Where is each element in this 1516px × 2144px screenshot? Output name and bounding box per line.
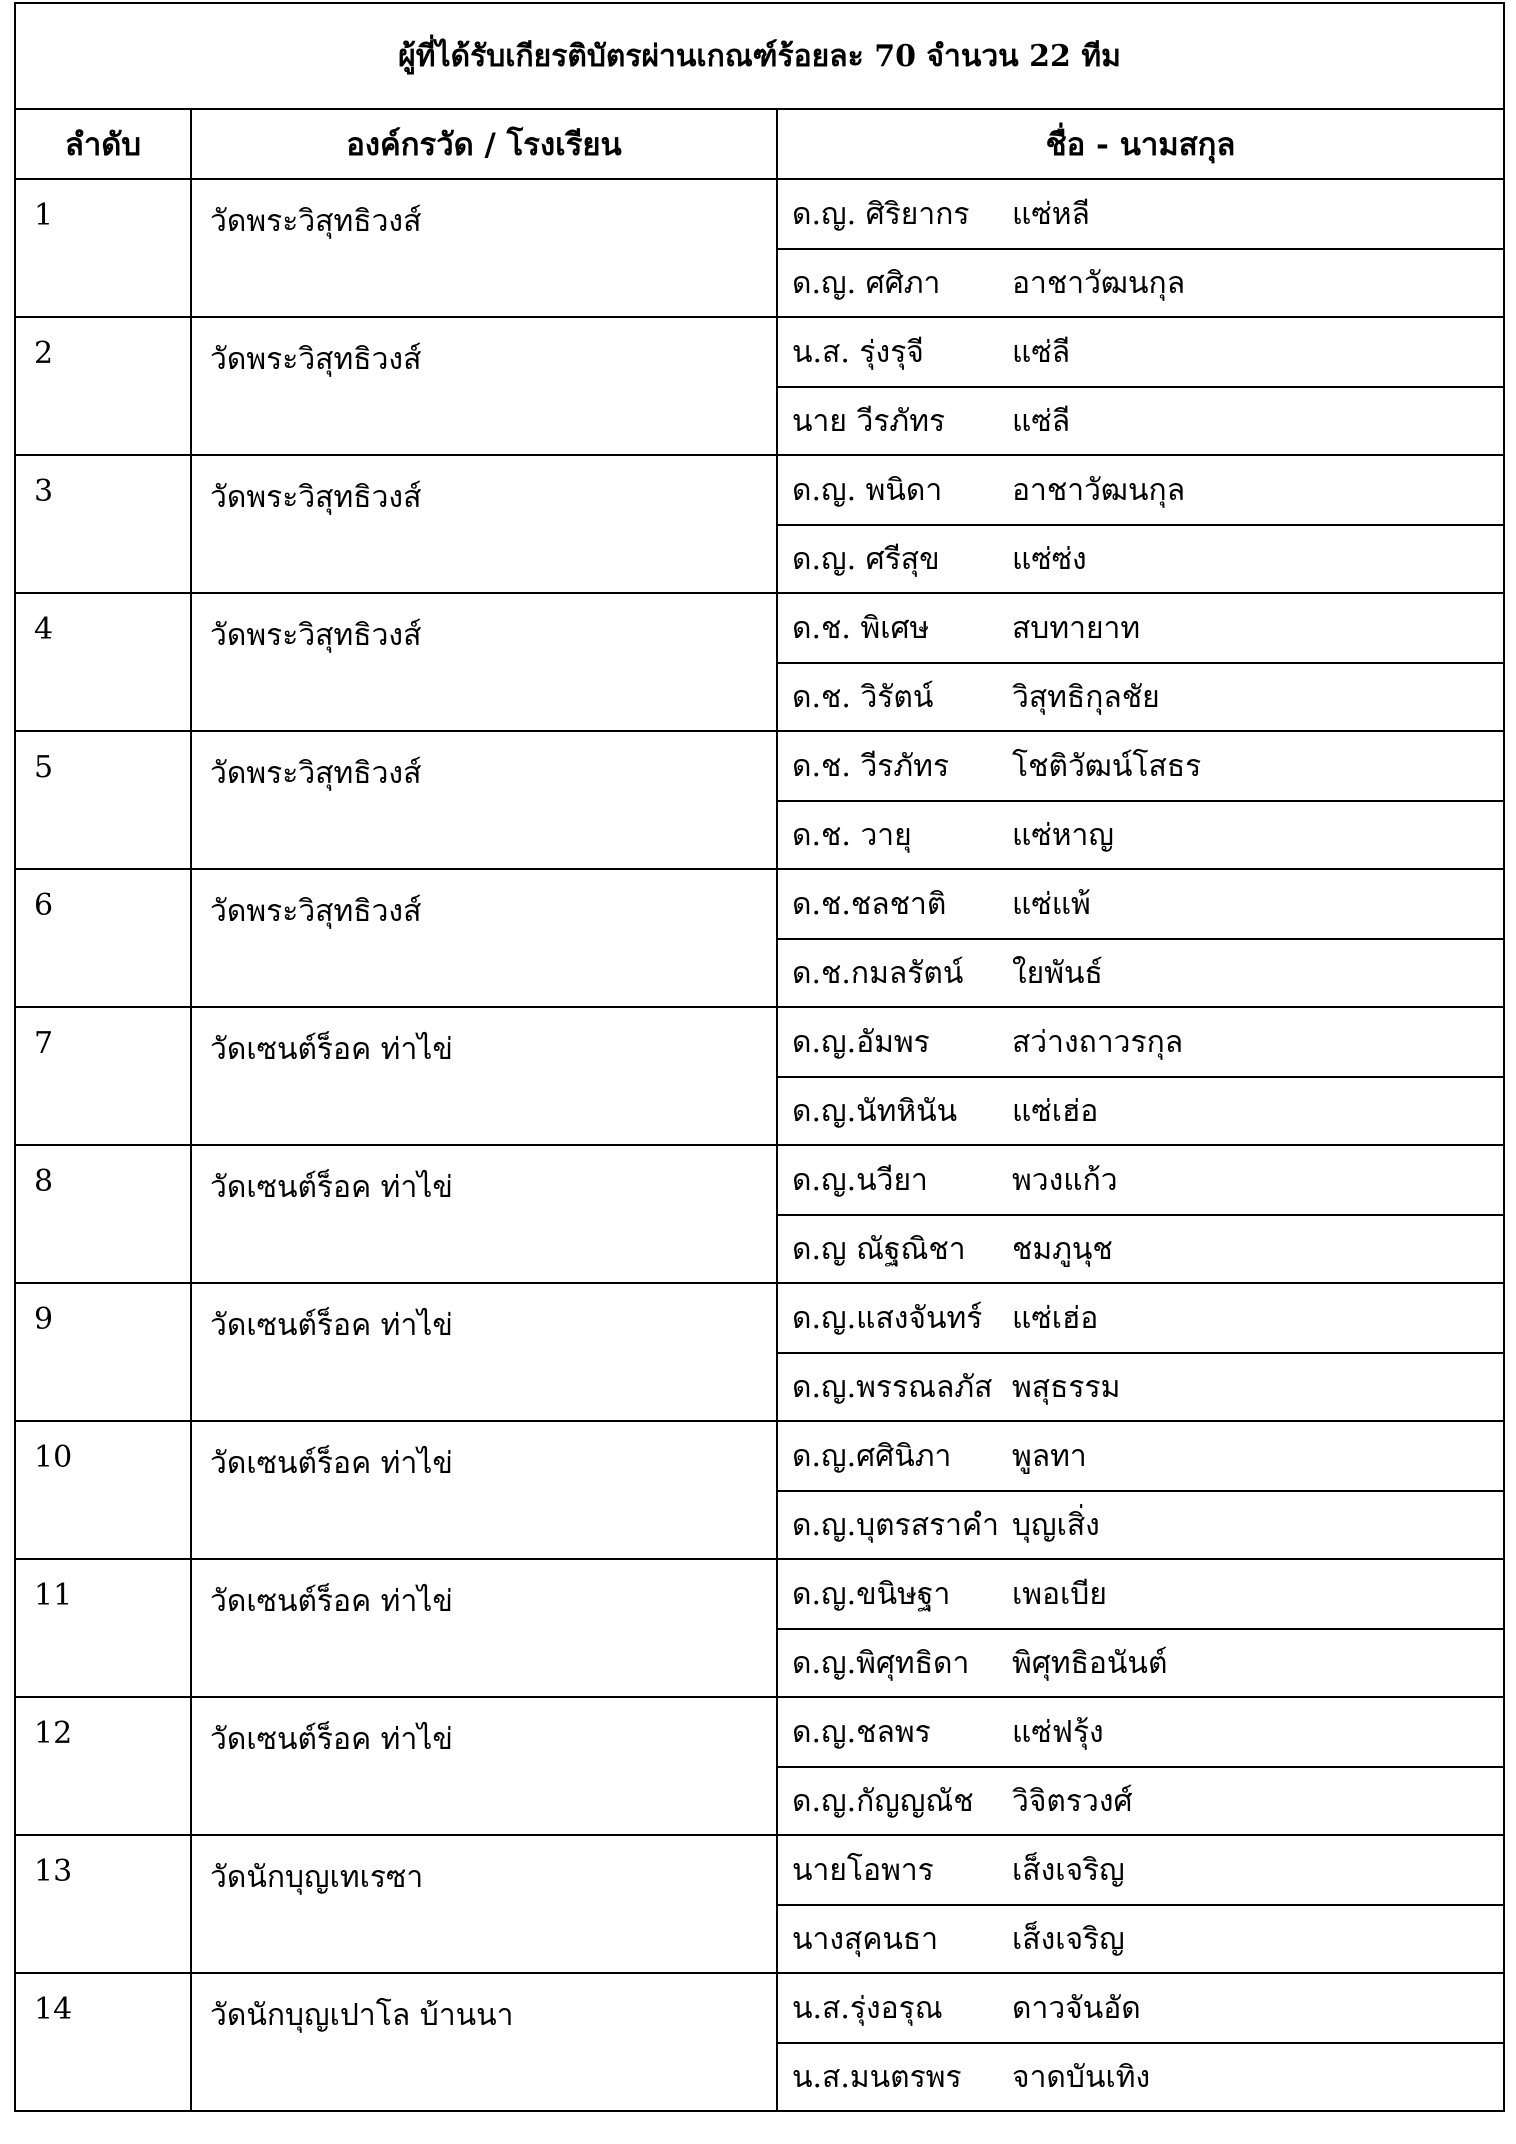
recipient-line <box>778 1904 1503 1972</box>
row-number: 8 <box>15 1145 191 1283</box>
recipient-line <box>778 870 1503 938</box>
recipient-line <box>778 1836 1503 1904</box>
recipient-first-name: ด.ญ.พรรณลภัส <box>792 1369 993 1405</box>
recipient-line <box>778 456 1503 524</box>
recipient-line <box>778 1146 1503 1214</box>
table-row <box>15 1835 1504 1973</box>
org-name: วัดเซนต์ร็อค ท่าไข่ <box>191 1421 777 1559</box>
table-row <box>15 1697 1504 1835</box>
table-row <box>15 593 1504 731</box>
recipient-first-name: ด.ช. วีรภัทร <box>792 748 950 784</box>
recipient-last-name: พวงแก้ว <box>1012 1162 1118 1198</box>
recipient-first-name: นางสุคนธา <box>792 1921 939 1957</box>
org-name: วัดพระวิสุทธิวงส์ <box>191 869 777 1007</box>
row-number: 7 <box>15 1007 191 1145</box>
recipient-last-name: วิจิตรวงศ์ <box>1012 1783 1133 1819</box>
table-row <box>15 317 1504 455</box>
recipient-first-name: ด.ญ.นวียา <box>792 1162 928 1198</box>
names-cell <box>777 1559 1504 1697</box>
names-cell <box>777 1145 1504 1283</box>
recipient-last-name: อาชาวัฒนกุล <box>1012 265 1186 301</box>
names-cell <box>777 593 1504 731</box>
row-number: 10 <box>15 1421 191 1559</box>
names-cell <box>777 455 1504 593</box>
names-cell <box>777 317 1504 455</box>
recipient-last-name: บุญเสิ่ง <box>1012 1507 1100 1543</box>
recipient-line <box>778 1628 1503 1696</box>
recipient-line <box>778 1076 1503 1144</box>
org-name: วัดเซนต์ร็อค ท่าไข่ <box>191 1697 777 1835</box>
recipient-last-name: เพอเบีย <box>1012 1576 1107 1612</box>
recipient-line <box>778 1284 1503 1352</box>
recipient-last-name: พูลทา <box>1012 1438 1087 1474</box>
recipient-first-name: ด.ญ.อัมพร <box>792 1024 930 1060</box>
recipients-table <box>14 2 1505 2112</box>
org-name: วัดเซนต์ร็อค ท่าไข่ <box>191 1145 777 1283</box>
names-cell <box>777 1283 1504 1421</box>
recipient-last-name: พิศุทธิอนันต์ <box>1012 1645 1168 1681</box>
table-row <box>15 1145 1504 1283</box>
table-title: ผู้ที่ได้รับเกียรติบัตรผ่านเกณฑ์ร้อยละ 70 จำนวน 22 ทีม <box>15 3 1504 109</box>
recipient-last-name: จาดบันเทิง <box>1012 2059 1151 2095</box>
recipient-last-name: แซ่เฮ่อ <box>1012 1093 1099 1129</box>
recipient-line <box>778 1974 1503 2042</box>
org-name: วัดพระวิสุทธิวงส์ <box>191 593 777 731</box>
recipient-line <box>778 732 1503 800</box>
org-name: วัดพระวิสุทธิวงส์ <box>191 731 777 869</box>
recipient-line <box>778 1422 1503 1490</box>
recipient-last-name: ชมภูนุช <box>1012 1231 1113 1267</box>
recipient-line <box>778 2042 1503 2110</box>
recipient-last-name: แซ่แพ้ <box>1012 886 1091 922</box>
recipient-first-name: ด.ญ.นัทหินัน <box>792 1093 958 1129</box>
recipient-line <box>778 248 1503 316</box>
table-row <box>15 731 1504 869</box>
org-name: วัดเซนต์ร็อค ท่าไข่ <box>191 1283 777 1421</box>
names-cell <box>777 1421 1504 1559</box>
recipient-last-name: พสุธรรม <box>1012 1369 1121 1405</box>
recipient-first-name: ด.ญ. ศิริยากร <box>792 196 970 232</box>
table-row <box>15 455 1504 593</box>
org-name: วัดนักบุญเทเรซา <box>191 1835 777 1973</box>
certificate-table-sheet <box>14 2 1503 2112</box>
recipient-line <box>778 1490 1503 1558</box>
row-number: 6 <box>15 869 191 1007</box>
names-cell <box>777 179 1504 317</box>
org-name: วัดเซนต์ร็อค ท่าไข่ <box>191 1559 777 1697</box>
row-number: 2 <box>15 317 191 455</box>
table-row <box>15 1559 1504 1697</box>
recipient-last-name: อาชาวัฒนกุล <box>1012 472 1186 508</box>
org-name: วัดพระวิสุทธิวงส์ <box>191 455 777 593</box>
recipient-last-name: ใยพันธ์ <box>1012 955 1103 991</box>
recipient-first-name: น.ส.มนตรพร <box>792 2059 962 2095</box>
recipient-first-name: ด.ช. วิรัตน์ <box>792 679 934 715</box>
row-number: 5 <box>15 731 191 869</box>
table-row <box>15 179 1504 317</box>
header-row <box>15 109 1504 179</box>
names-cell <box>777 731 1504 869</box>
recipient-first-name: ด.ญ.บุตรสราคำ <box>792 1507 999 1543</box>
recipient-last-name: โชติวัฒน์โสธร <box>1012 748 1202 784</box>
row-number: 3 <box>15 455 191 593</box>
table-row <box>15 1421 1504 1559</box>
table-row <box>15 1973 1504 2111</box>
names-cell <box>777 1835 1504 1973</box>
recipient-first-name: นายโอพาร <box>792 1852 934 1888</box>
recipient-last-name: แซ่หาญ <box>1012 817 1114 853</box>
column-header-name: ชื่อ - นามสกุล <box>777 109 1504 179</box>
names-cell <box>777 869 1504 1007</box>
recipient-last-name: แซ่ลี <box>1012 334 1071 370</box>
recipient-last-name: เส็งเจริญ <box>1012 1852 1125 1888</box>
recipient-line <box>778 1214 1503 1282</box>
recipient-first-name: ด.ช. วายุ <box>792 817 912 853</box>
recipient-first-name: ด.ญ.ชลพร <box>792 1714 931 1750</box>
row-number: 4 <box>15 593 191 731</box>
names-cell <box>777 1697 1504 1835</box>
recipient-last-name: แซ่ฟรุ้ง <box>1012 1714 1104 1750</box>
title-row <box>15 3 1504 109</box>
recipient-line <box>778 1560 1503 1628</box>
recipient-first-name: ด.ช. พิเศษ <box>792 610 930 646</box>
recipient-first-name: นาย วีรภัทร <box>792 403 946 439</box>
recipient-line <box>778 386 1503 454</box>
recipient-line <box>778 1352 1503 1420</box>
recipient-first-name: ด.ญ.แสงจันทร์ <box>792 1300 983 1336</box>
recipient-line <box>778 1008 1503 1076</box>
row-number: 9 <box>15 1283 191 1421</box>
recipient-first-name: ด.ญ. ศศิภา <box>792 265 941 301</box>
recipient-first-name: ด.ช.ชลชาติ <box>792 886 947 922</box>
names-cell <box>777 1973 1504 2111</box>
recipient-last-name: สว่างถาวรกุล <box>1012 1024 1184 1060</box>
recipient-line <box>778 594 1503 662</box>
recipient-first-name: น.ส. รุ่งรุจี <box>792 334 924 370</box>
table-row <box>15 869 1504 1007</box>
org-name: วัดนักบุญเปาโล บ้านนา <box>191 1973 777 2111</box>
recipient-line <box>778 180 1503 248</box>
org-name: วัดเซนต์ร็อค ท่าไข่ <box>191 1007 777 1145</box>
table-row <box>15 1283 1504 1421</box>
column-header-order: ลำดับ <box>15 109 191 179</box>
recipient-line <box>778 800 1503 868</box>
recipient-line <box>778 662 1503 730</box>
recipient-last-name: แซ่ลี <box>1012 403 1071 439</box>
recipient-first-name: ด.ญ. ศรีสุข <box>792 541 940 577</box>
recipient-last-name: แซ่ซ่ง <box>1012 541 1087 577</box>
column-header-org: องค์กรวัด / โรงเรียน <box>191 109 777 179</box>
recipient-line <box>778 938 1503 1006</box>
recipient-last-name: ดาวจันอัด <box>1012 1990 1141 2026</box>
recipient-line <box>778 524 1503 592</box>
recipient-first-name: ด.ญ.กัญญณัช <box>792 1783 974 1819</box>
org-name: วัดพระวิสุทธิวงส์ <box>191 317 777 455</box>
row-number: 1 <box>15 179 191 317</box>
row-number: 13 <box>15 1835 191 1973</box>
recipient-last-name: เส็งเจริญ <box>1012 1921 1125 1957</box>
recipient-line <box>778 318 1503 386</box>
recipient-first-name: ด.ญ.พิศุทธิดา <box>792 1645 970 1681</box>
recipient-first-name: ด.ญ ณัฐณิชา <box>792 1231 966 1267</box>
recipient-first-name: ด.ช.กมลรัตน์ <box>792 955 964 991</box>
recipient-first-name: ด.ญ. พนิดา <box>792 472 943 508</box>
recipient-first-name: น.ส.รุ่งอรุณ <box>792 1990 943 2026</box>
recipient-last-name: แซ่หลี <box>1012 196 1090 232</box>
recipient-last-name: สบทายาท <box>1012 610 1141 646</box>
row-number: 12 <box>15 1697 191 1835</box>
names-cell <box>777 1007 1504 1145</box>
recipient-first-name: ด.ญ.ศศินิภา <box>792 1438 952 1474</box>
recipient-line <box>778 1698 1503 1766</box>
recipient-line <box>778 1766 1503 1834</box>
recipient-first-name: ด.ญ.ขนิษฐา <box>792 1576 951 1612</box>
row-number: 11 <box>15 1559 191 1697</box>
recipient-last-name: แซ่เฮ่อ <box>1012 1300 1099 1336</box>
org-name: วัดพระวิสุทธิวงส์ <box>191 179 777 317</box>
recipient-last-name: วิสุทธิกุลชัย <box>1012 679 1160 715</box>
table-row <box>15 1007 1504 1145</box>
row-number: 14 <box>15 1973 191 2111</box>
